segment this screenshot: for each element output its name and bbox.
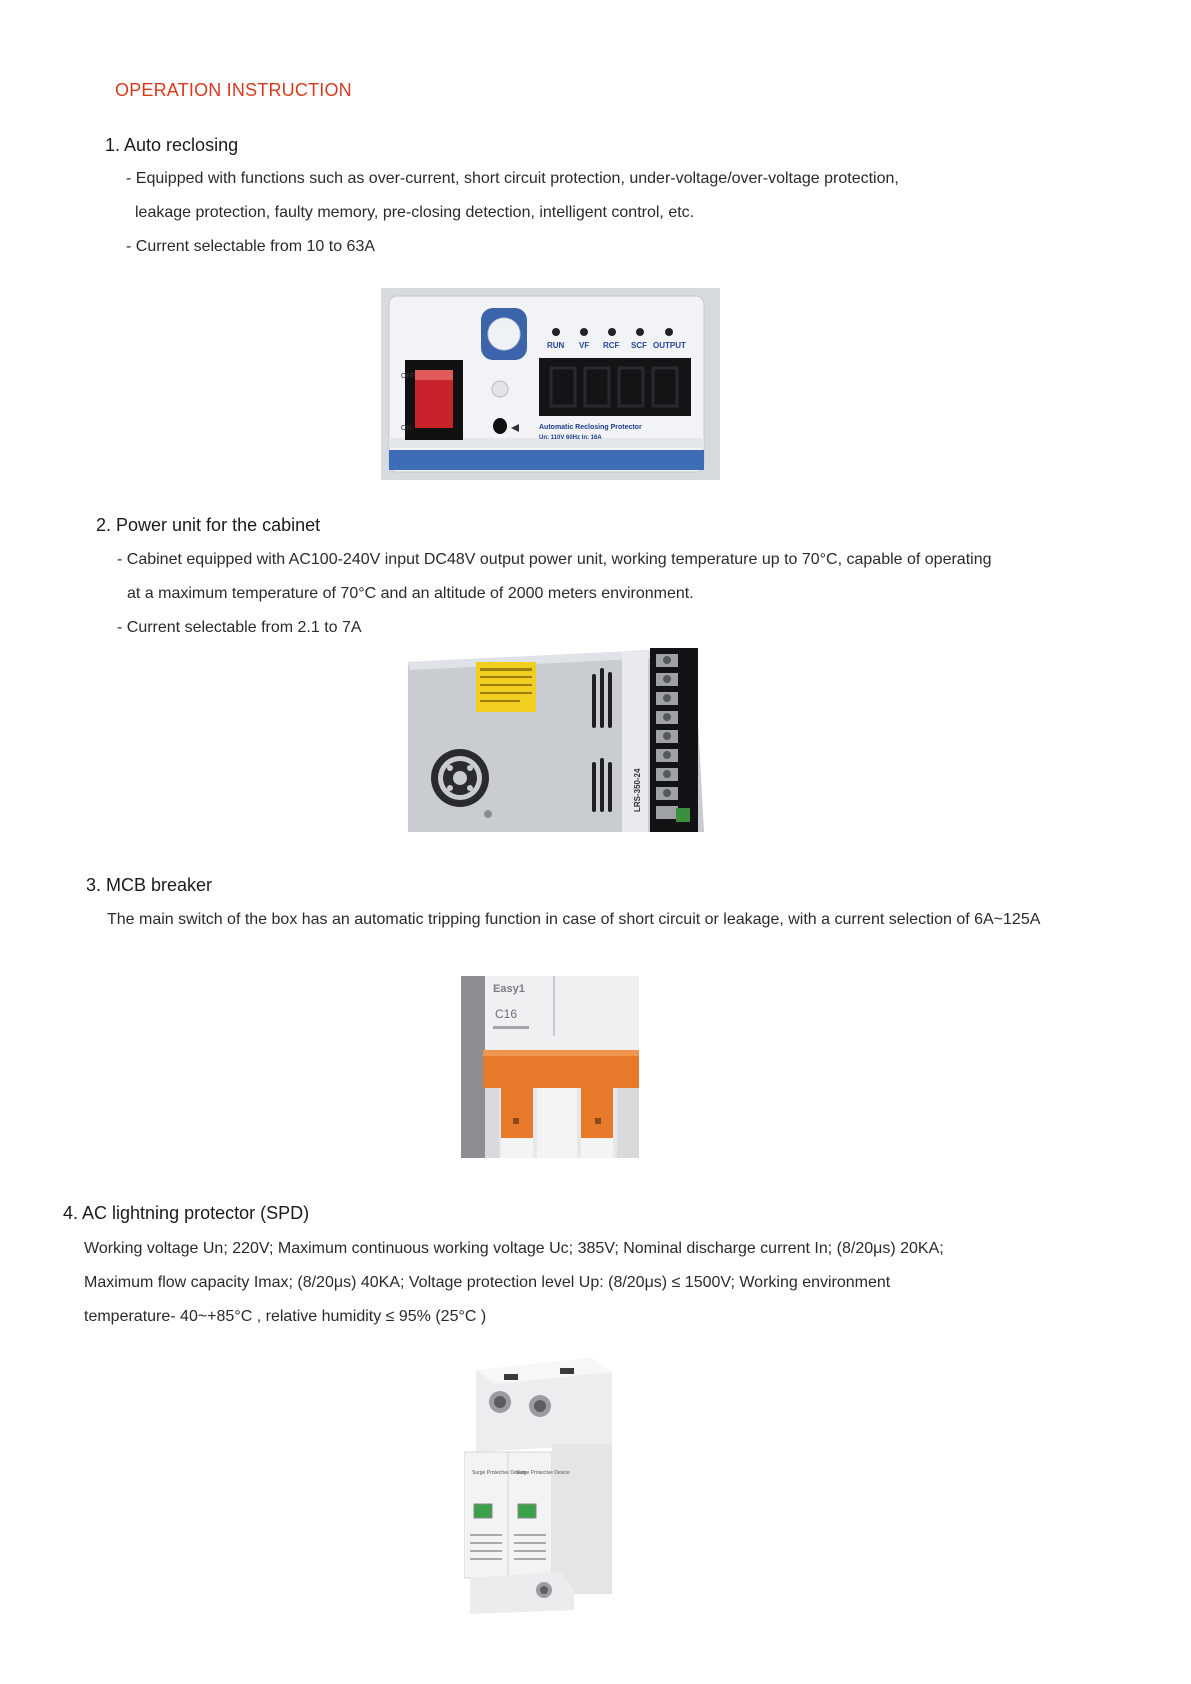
mcb-rating: C16 [495, 1007, 518, 1021]
spd-module-2-label: Surge Protective Device [516, 1470, 570, 1476]
section-2-line-1: - Cabinet equipped with AC100-240V input DC48V output power unit, working temperature up to 70°C, capable of operating [117, 551, 992, 568]
section-3-heading: 3. MCB breaker [86, 875, 213, 895]
section-1-line-2: leakage protection, faulty memory, pre-closing detection, intelligent control, etc. [135, 204, 695, 221]
section-2-line-2: at a maximum temperature of 70°C and an altitude of 2000 meters environment. [127, 585, 694, 602]
section-3-line-1: The main switch of the box has an automatic tripping function in case of short circuit or leakage, with a current selection of 6A~125A [107, 911, 1041, 928]
spd-module-1-label: Surge Protective Device [472, 1470, 526, 1476]
section-2-heading: 2. Power unit for the cabinet [96, 515, 321, 535]
page-title: OPERATION INSTRUCTION [115, 80, 352, 100]
section-1-line-1: - Equipped with functions such as over-current, short circuit protection, under-voltage/over-voltage protection, [126, 170, 899, 187]
led-label-output: OUTPUT [653, 341, 686, 350]
mcb-breaker-photo [461, 976, 639, 1158]
led-label-rcf: RCF [603, 341, 620, 350]
auto-reclosing-device-photo [381, 288, 720, 480]
device-label-line-1: Automatic Reclosing Protector [539, 424, 642, 431]
section-4-line-2: Maximum flow capacity Imax; (8/20μs) 40KA; Voltage protection level Up: (8/20μs) ≤ 1500V; Working environment [84, 1274, 891, 1291]
section-4-heading: 4. AC lightning protector (SPD) [63, 1203, 310, 1223]
section-2-line-3: - Current selectable from 2.1 to 7A [117, 619, 362, 636]
led-label-run: RUN [547, 341, 565, 350]
power-unit-model: LRS-350-24 [633, 768, 642, 812]
mcb-brand: Easy1 [493, 983, 525, 995]
section-1-heading: 1. Auto reclosing [105, 135, 239, 155]
section-4-line-1: Working voltage Un; 220V; Maximum continuous working voltage Uc; 385V; Nominal discharge current In; (8/20μs) 20KA; [84, 1240, 944, 1257]
spd-protector-photo [464, 1352, 622, 1614]
led-label-scf: SCF [631, 341, 647, 350]
switch-off-label: OFF [401, 373, 415, 380]
power-unit-photo [404, 632, 716, 844]
led-label-vf: VF [579, 341, 590, 350]
device-label-line-2: Un: 110V 60Hz In: 16A [539, 435, 602, 441]
section-4-line-3: temperature- 40~+85°C , relative humidity ≤ 95% (25°C ) [84, 1308, 487, 1325]
section-1-line-3: - Current selectable from 10 to 63A [126, 238, 376, 255]
switch-on-label: ON [401, 425, 412, 432]
